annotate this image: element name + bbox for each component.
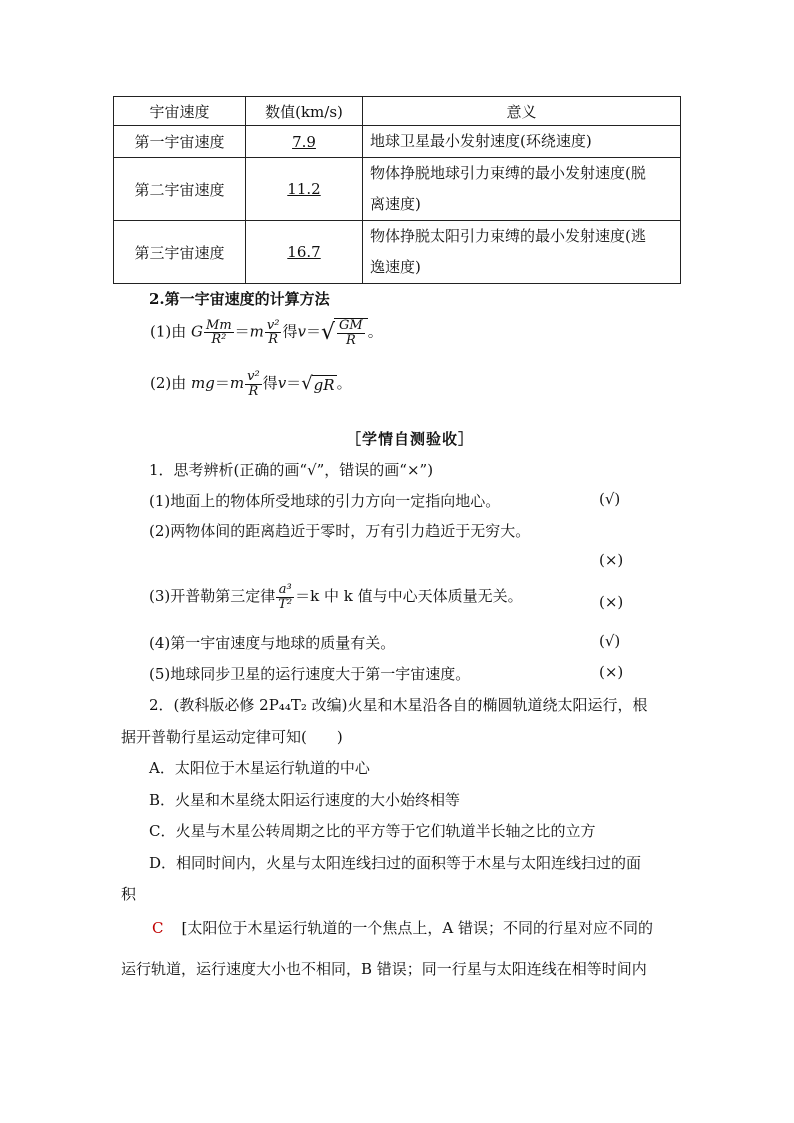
- judge-mark: (×): [599, 593, 624, 611]
- answer-line-cont: 运行轨道，运行速度大小也不相同，B 错误；同一行星与太阳连线在相等时间内: [121, 960, 647, 978]
- header-cell: 宇宙速度: [114, 97, 246, 126]
- q1-intro: 1．思考辨析(正确的画“√”，错误的画“×”): [149, 461, 434, 479]
- answer-line: C [太阳位于木星运行轨道的一个焦点上，A 错误；不同的行星对应不同的: [152, 919, 653, 937]
- option-c: C．火星与木星公转周期之比的平方等于它们轨道半长轴之比的立方: [149, 822, 596, 840]
- self-check-title: ［学情自测验收］: [346, 430, 475, 448]
- cosmic-speed-table: [113, 96, 681, 284]
- judge-item: (5)地球同步卫星的运行速度大于第一宇宙速度。: [149, 665, 471, 683]
- speed-value: 11.2: [287, 180, 321, 198]
- header-cell: 意义: [363, 97, 681, 126]
- speed-meaning: 物体挣脱地球引力束缚的最小发射速度(脱 离速度): [363, 158, 681, 221]
- judge-mark: (√): [599, 490, 621, 508]
- table-row: [114, 158, 681, 221]
- table-row: [114, 126, 681, 158]
- judge-item: (3)开普勒第三定律 $\frac{\text{a³}}{\text{T²}}$ ＝k 中 k 值与中心天体质量无关。: [149, 582, 523, 612]
- formula-1: (1)由 G $\frac{Mm}{\text{R²}}$ ＝m $\frac{\text{v²}}{R}$ 得v＝√ $\frac{GM}{R}$ 。: [150, 317, 383, 348]
- speed-meaning: 地球卫星最小发射速度(环绕速度): [363, 126, 681, 158]
- answer-letter: C: [152, 919, 164, 937]
- judge-item: (4)第一宇宙速度与地球的质量有关。: [149, 634, 396, 652]
- judge-item: (2)两物体间的距离趋近于零时，万有引力趋近于无穷大。: [149, 522, 531, 540]
- table-row: [114, 221, 681, 284]
- table-header-row: [114, 97, 681, 126]
- formula-2: (2)由 mg＝m $\frac{\text{v²}}{R}$ 得v＝√gR 。: [150, 369, 352, 399]
- q2-stem-cont: 据开普勒行星运动定律可知( ): [121, 728, 343, 746]
- speed-meaning: 物体挣脱太阳引力束缚的最小发射速度(逃 逸速度): [363, 221, 681, 284]
- option-b: B．火星和木星绕太阳运行速度的大小始终相等: [149, 791, 461, 809]
- judge-item: (1)地面上的物体所受地球的引力方向一定指向地心。: [149, 492, 501, 510]
- speed-value: 7.9: [292, 132, 316, 151]
- option-a: A．太阳位于木星运行轨道的中心: [149, 759, 370, 777]
- option-d: D．相同时间内，火星与太阳连线扫过的面积等于木星与太阳连线扫过的面: [149, 854, 642, 872]
- option-d-cont: 积: [121, 885, 137, 903]
- judge-mark: (×): [599, 663, 624, 681]
- header-cell: 数值(km/s): [246, 97, 363, 126]
- section-heading: 2.第一宇宙速度的计算方法: [149, 290, 330, 308]
- speed-name: 第三宇宙速度: [114, 221, 246, 284]
- judge-mark: (×): [599, 551, 624, 569]
- speed-value: 16.7: [287, 243, 321, 261]
- judge-mark: (√): [599, 632, 621, 650]
- speed-name: 第二宇宙速度: [114, 158, 246, 221]
- speed-name: 第一宇宙速度: [114, 126, 246, 158]
- q2-stem: 2．(教科版必修 2P₄₄T₂ 改编)火星和木星沿各自的椭圆轨道绕太阳运行，根: [149, 696, 648, 714]
